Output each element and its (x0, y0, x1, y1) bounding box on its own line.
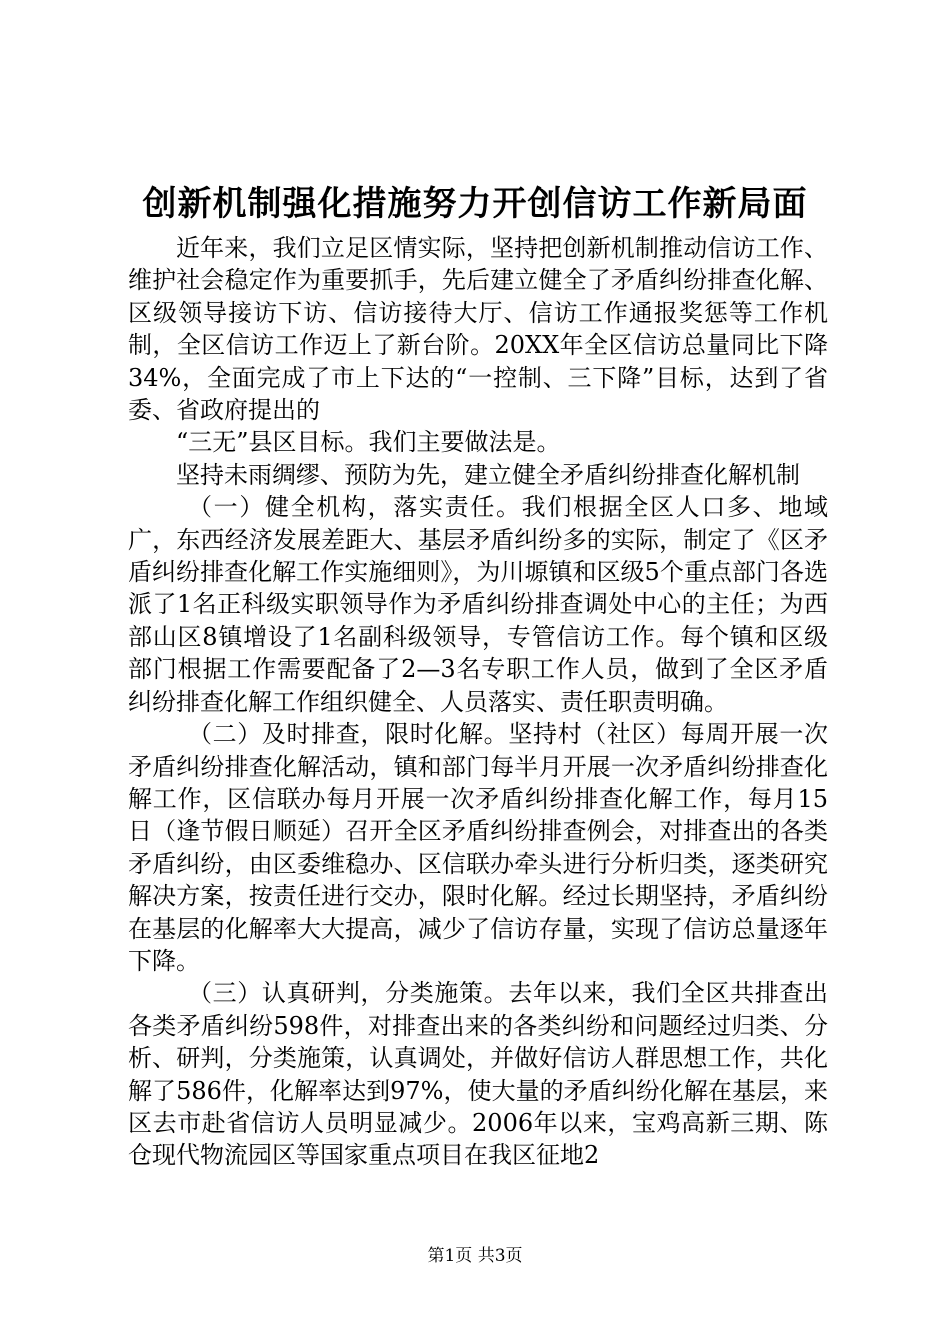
paragraph-item-one: （一）健全机构，落实责任。我们根据全区人口多、地域广，东西经济发展差距大、基层矛盾纠纷多的实际，制定了《区矛盾纠纷排查化解工作实施细则》，为川塬镇和区级5个重点部门各选派了1名正科级实职领导作为矛盾纠纷排查调处中心的主任；为西部山区8镇增设了1名副科级领导，专管信访工作。每个镇和区级部门根据工作需要配备了2—3名专职工作人员，做到了全区矛盾纠纷排查化解工作组织健全、人员落实、责任职责明确。 (128, 493, 828, 716)
document-body (128, 232, 828, 1172)
paragraph-item-two: （二）及时排查，限时化解。坚持村（社区）每周开展一次矛盾纠纷排查化解活动，镇和部门每半月开展一次矛盾纠纷排查化解工作，区信联办每月开展一次矛盾纠纷排查化解工作，每月15日（逢节假日顺延）召开全区矛盾纠纷排查例会，对排查出的各类矛盾纠纷，由区委维稳办、区信联办牵头进行分析归类，逐类研究解决方案，按责任进行交办，限时化解。经过长期坚持，矛盾纠纷在基层的化解率大大提高，减少了信访存量，实现了信访总量逐年下降。 (128, 720, 828, 975)
document-title: 创新机制强化措施努力开创信访工作新局面 (142, 184, 808, 224)
paragraph-intro-continued: “三无”县区目标。我们主要做法是。 (176, 428, 561, 457)
paragraph-item-three: （三）认真研判，分类施策。去年以来，我们全区共排查出各类矛盾纠纷598件，对排查出来的各类纠纷和问题经过归类、分析、研判，分类施策，认真调处，并做好信访人群思想工作，共化解了586件，化解率达到97%，使大量的矛盾纠纷化解在基层，来区去市赴省信访人员明显减少。2006年以来，宝鸡高新三期、陈仓现代物流园区等国家重点项目在我区征地2 (128, 979, 828, 1170)
section-heading: 坚持未雨绸缪、预防为先，建立健全矛盾纠纷排查化解机制 (176, 460, 800, 489)
paragraph-intro: 近年来，我们立足区情实际，坚持把创新机制推动信访工作、维护社会稳定作为重要抓手，先后建立健全了矛盾纠纷排查化解、区级领导接访下访、信访接待大厅、信访工作通报奖惩等工作机制，全区信访工作迈上了新台阶。20XX年全区信访总量同比下降34%，全面完成了市上下达的“一控制、三下降”目标，达到了省委、省政府提出的 (128, 234, 828, 425)
page-number-footer: 第1页 共3页 (427, 1246, 523, 1266)
